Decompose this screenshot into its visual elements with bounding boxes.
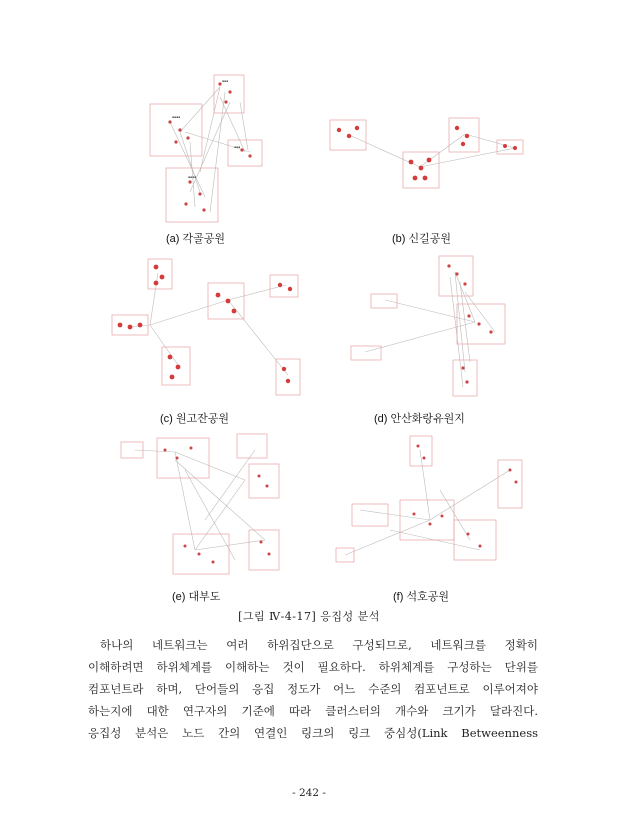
- paragraph-line: 하나의 네트워크는 여러 하위집단으로 구성되므로, 네트워크를 정확히: [100, 638, 538, 652]
- page-number: - 242 -: [292, 787, 326, 799]
- figure-title: [그림 Ⅳ-4-17] 응집성 분석: [238, 610, 380, 623]
- paragraph-line: 응집성 분석은 노드 간의 연결인 링크의 링크 중심성(Link Betweenness: [88, 726, 538, 740]
- svg-text:▪▪▪: ▪▪▪: [222, 79, 229, 83]
- paragraph-line: 하는지에 대한 연구자의 기준에 따라 클러스터의 개수와 크기가 달라진다.: [88, 704, 538, 718]
- network-panel-e: [115, 430, 290, 585]
- caption-e: (e) 대부도: [172, 591, 221, 603]
- paragraph-line: 컴포넌트라 하며, 단어들의 응집 정도가 어느 수준의 컴포넌트로 이루어져야: [88, 682, 538, 696]
- network-panel-b: [325, 112, 530, 217]
- caption-d: (d) 안산화랑유원지: [374, 413, 465, 425]
- network-panel-d: [345, 252, 515, 407]
- network-panel-c: [108, 255, 308, 405]
- svg-text:▪▪▪▪: ▪▪▪▪: [188, 175, 197, 179]
- svg-text:▪▪▪: ▪▪▪: [234, 145, 241, 149]
- network-graph-c: [108, 255, 308, 405]
- network-graph-d: [345, 252, 515, 407]
- caption-c: (c) 원고잔공원: [160, 413, 230, 425]
- svg-text:▪▪▪▪: ▪▪▪▪: [172, 115, 181, 119]
- caption-a: (a) 각골공원: [166, 233, 226, 245]
- network-panel-a: [130, 72, 280, 232]
- caption-b: (b) 신길공원: [392, 233, 452, 245]
- network-graph-a: [130, 72, 280, 232]
- network-graph-f: [330, 430, 530, 580]
- paragraph-line: 이해하려면 하위체계를 이해하는 것이 필요하다. 하위체계를 구성하는 단위를: [88, 660, 538, 674]
- network-panel-f: [330, 430, 530, 580]
- body-paragraph: [88, 634, 538, 744]
- network-graph-b: [325, 112, 530, 217]
- network-graph-e: [115, 430, 290, 585]
- caption-f: (f) 석호공원: [393, 591, 449, 603]
